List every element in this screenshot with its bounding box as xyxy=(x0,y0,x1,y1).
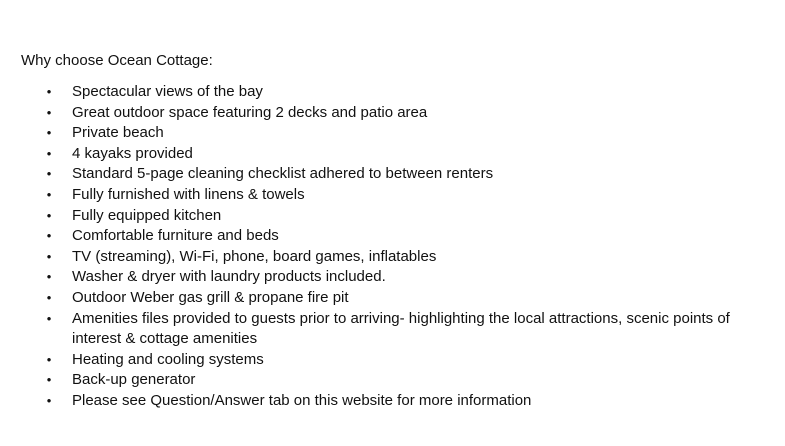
feature-item xyxy=(21,391,771,412)
feature-text: Please see Question/Answer tab on this website for more information xyxy=(72,391,532,409)
feature-item xyxy=(21,103,771,124)
feature-text: Heating and cooling systems xyxy=(72,350,264,368)
feature-text: Fully furnished with linens & towels xyxy=(72,185,305,203)
section-heading: Why choose Ocean Cottage: xyxy=(21,52,213,69)
feature-item xyxy=(21,185,771,206)
bullet-icon: • xyxy=(46,392,52,408)
feature-item xyxy=(21,370,771,391)
feature-text: TV (streaming), Wi-Fi, phone, board games, inflatables xyxy=(72,247,437,265)
bullet-icon: • xyxy=(46,104,52,120)
bullet-icon: • xyxy=(46,145,52,161)
feature-item xyxy=(21,144,771,165)
feature-text: Private beach xyxy=(72,124,164,142)
bullet-icon: • xyxy=(46,207,52,223)
feature-text: Fully equipped kitchen xyxy=(72,206,222,224)
bullet-icon: • xyxy=(46,289,52,305)
document-body xyxy=(21,51,771,412)
feature-item xyxy=(21,206,771,227)
feature-item xyxy=(21,164,771,185)
feature-text: Comfortable furniture and beds xyxy=(72,227,279,245)
feature-text: Spectacular views of the bay xyxy=(72,83,263,100)
feature-item xyxy=(21,123,771,144)
bullet-icon: • xyxy=(46,228,52,244)
bullet-icon: • xyxy=(46,186,52,202)
bullet-icon: • xyxy=(46,248,52,264)
feature-text: Washer & dryer with laundry products included. xyxy=(72,268,386,286)
feature-text: Amenities files provided to guests prior to arriving- highlighting the local attractions, scenic points of interest & cottage amenities xyxy=(72,309,730,348)
feature-text: Great outdoor space featuring 2 decks and patio area xyxy=(72,103,428,121)
feature-item xyxy=(21,247,771,268)
feature-item xyxy=(21,288,771,309)
bullet-icon: • xyxy=(46,351,52,367)
bullet-icon: • xyxy=(46,125,52,141)
feature-item xyxy=(21,82,771,103)
features-list xyxy=(21,82,771,412)
feature-text: Standard 5-page cleaning checklist adhered to between renters xyxy=(72,165,494,183)
feature-text: Outdoor Weber gas grill & propane fire pit xyxy=(72,288,349,306)
feature-item xyxy=(21,226,771,247)
bullet-icon: • xyxy=(46,166,52,182)
feature-item xyxy=(21,267,771,288)
bullet-icon: • xyxy=(46,310,52,326)
bullet-icon: • xyxy=(46,84,52,99)
bullet-icon: • xyxy=(46,372,52,388)
feature-text: Back-up generator xyxy=(72,371,196,389)
feature-text: 4 kayaks provided xyxy=(72,144,193,162)
feature-item xyxy=(21,350,771,371)
feature-item xyxy=(21,309,771,350)
bullet-icon: • xyxy=(46,269,52,285)
